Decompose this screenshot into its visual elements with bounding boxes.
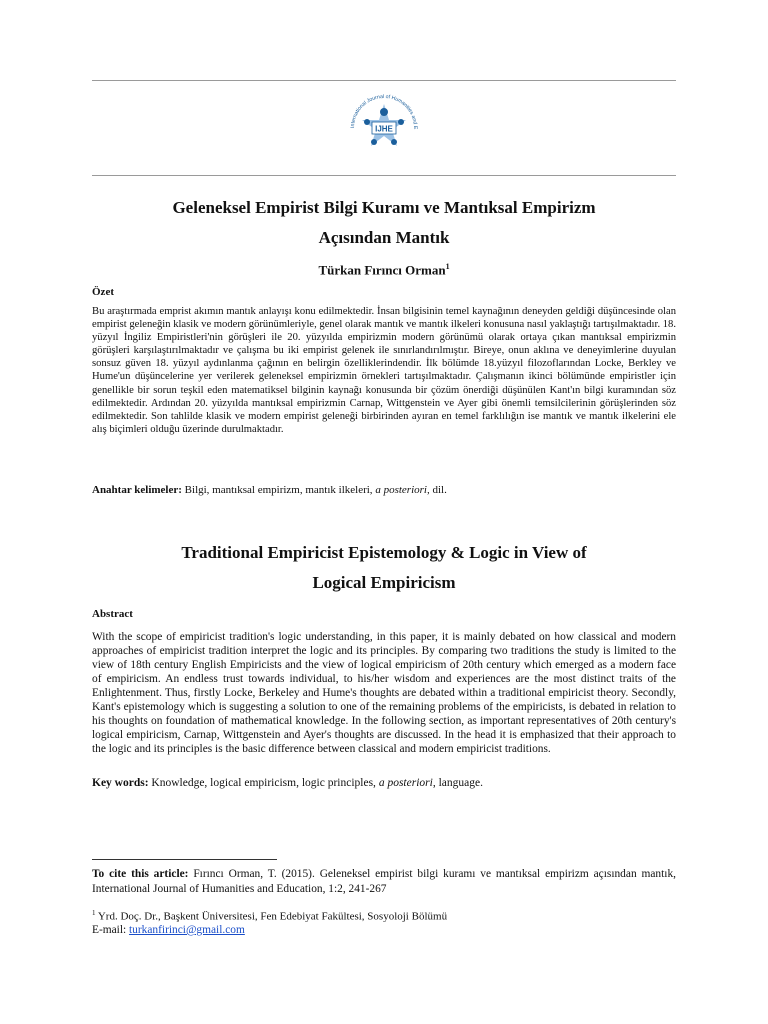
summary-heading: Özet [92, 286, 114, 298]
turkish-title-line-2: Açısından Mantık [318, 228, 450, 247]
author-footnote-marker: 1 [445, 262, 450, 271]
english-title-line-2: Logical Empiricism [312, 573, 456, 592]
email-link[interactable]: turkanfirinci@gmail.com [129, 924, 245, 936]
abstract-heading: Abstract [92, 608, 133, 620]
logo-ring-text: International Journal of Humanities and E [349, 93, 419, 130]
turkish-summary: Bu araştırmada emprist akımın mantık anlayışı konu edilmektedir. İnsan bilgisinin temel kaynağının deneyden geldiği düşüncesinde olan empirist geleneğin klasik ve modern görünümleriyle, genel olarak mantık ve mantık ilkeleri konusuna nasıl yaklaştığı tartışılmaktadır. 18. yüzyıl İngiliz Empiristleri'nin görüşleri ile 20. yüzyılda empirizmin modern görünümü olarak ortaya çıkan mantıksal empirizmin görüşleri karşılaştırılmaktadır ve çalışma bu iki empirist gelenek ile sınırlandırılmıştır. Bireye, onun aklına ve deneyimlerine duyulan sonsuz güven 18. yüzyıl aydınlanma çağının en belirgin özelliklerindendir. İlk bölümde 18.yüzyıl filozoflarından Locke, Berkley ve Hume'un düşüncelerine yer verilerek geleneksel empirizmin örnekleri tartışılmaktadır. Çalışmanın ikinci bölümünde empiristler için genellikle bir sorun teşkil eden matematiksel bilginin kaynağı konusunda bir çözüm önerdiği düşünülen Kant'ın bilgi kuramından söz edilmektedir. Ardından 20. yüzyılda mantıksal empirizmin Carnap, Wittgenstein ve Ayer gibi önemli temsilcilerinin görüşlerinden söz edilmektedir. Son tahlilde klasik ve modern empirist geleneği birbirinden ayıran en temel farklılığın ise mantık ve mantık ilkelerini ele alış biçimleri olduğu üzerinde durulmaktadır. [92, 306, 676, 435]
english-keywords-text: Knowledge, logical empiricism, logic principles, [148, 777, 379, 789]
affiliation-text: Yrd. Doç. Dr., Başkent Üniversitesi, Fen Edebiyat Fakültesi, Sosyoloji Bölümü [95, 910, 448, 923]
english-keywords-tail: , language. [432, 777, 483, 789]
affiliation-number: 1 [92, 909, 96, 917]
turkish-keywords-text: Bilgi, mantıksal empirizm, mantık ilkeleri, [181, 484, 376, 496]
email-footnote [92, 924, 676, 936]
author-name [92, 262, 676, 278]
journal-logo [332, 82, 436, 174]
turkish-keywords-italic: a posteriori, [375, 484, 430, 496]
author-text: Türkan Fırıncı Orman [318, 262, 446, 278]
turkish-keywords-label: Anahtar kelimeler: [92, 484, 182, 496]
english-keywords-label: Key words: [92, 777, 149, 789]
citation-note [92, 867, 676, 897]
turkish-keywords [92, 484, 676, 496]
logo-abbreviation: IJHE [375, 124, 393, 134]
email-label: E-mail: [92, 924, 130, 936]
turkish-keywords-tail: dil. [429, 484, 447, 496]
citation-text: Fırıncı Orman, T. (2015). Geleneksel empirist bilgi kuramı ve mantıksal empirizm açısından mantık, International Journal of Humanities and Education, 1:2, 241-267 [92, 868, 676, 895]
english-title-line-1: Traditional Empiricist Epistemology & Logic in View of [181, 543, 587, 562]
english-keywords [92, 777, 676, 789]
header-rule-top [92, 80, 676, 81]
footnote-rule [92, 859, 277, 860]
english-keywords-italic: a posteriori [378, 777, 433, 789]
english-abstract: With the scope of empiricist tradition's logic understanding, in this paper, it is mainly debated on how classical and modern approaches of empiricist tradition interpret the logic and its principles. By comparing two traditions the study is limited to the view of 18th century English Empiricists and the view of logical empiricism of 20th century which emerged as a modern face of empiricism. An endless trust towards individual, to his/her wisdom and experiences are the most distinct traits of the Enlightenment. Thus, firstly Locke, Berkeley and Hume's thoughts are debated within a traditional empiricist theory. Secondly, Kant's epistemology which is suggesting a solution to one of the remaining problems of the empiricists, is debated in relation to his thoughts on foundation of mathematical knowledge. In the following section, as important representatives of 20th century's logical empiricism, Carnap, Wittgenstein and Ayer's thoughts are discussed. In the head it is emphasized that their approach to the logic and its principles is the basic difference between classical and modern empiricist traditions. [92, 631, 676, 755]
citation-label: To cite this article: [92, 868, 189, 880]
header-rule-bottom [92, 175, 676, 176]
turkish-title-line-1: Geleneksel Empirist Bilgi Kuramı ve Mantıksal Empirizm [172, 198, 596, 217]
affiliation-footnote [92, 909, 676, 923]
